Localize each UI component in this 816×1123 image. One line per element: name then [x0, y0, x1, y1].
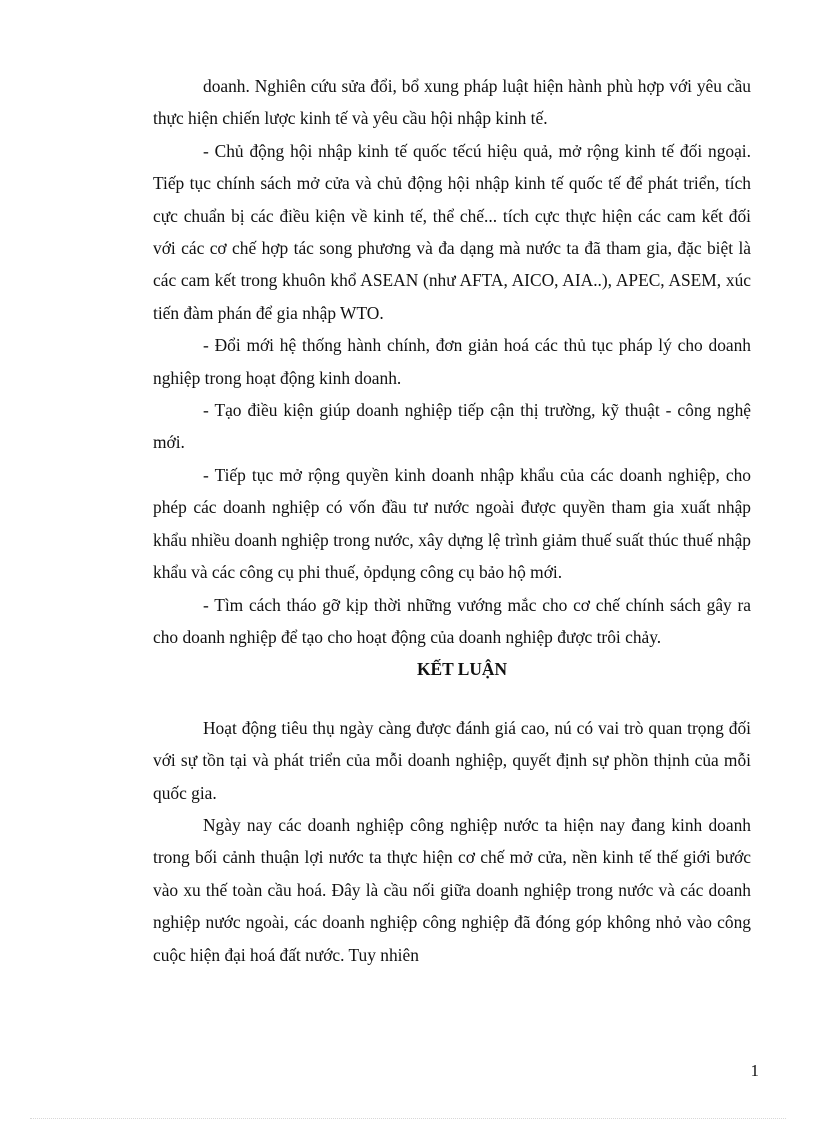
paragraph-integration: - Chủ động hội nhập kinh tế quốc tếcú hiệu quả, mở rộng kinh tế đối ngoại. Tiếp tục chính sách mở cửa và chủ động hội nhập kinh tế quốc tế để phát triển, tích cực chuẩn bị các điều kiện về kinh tế, thể chế... tích cực thực hiện các cam kết đối với các cơ chế hợp tác song phương và đa dạng mà nước ta đã tham gia, đặc biệt là các cam kết trong khuôn khổ ASEAN (như AFTA, AICO, AIA..), APEC, ASEM, xúc tiến đàm phán để gia nhập WTO. [153, 140, 751, 323]
paragraph-conclusion-1: Hoạt động tiêu thụ ngày càng được đánh giá cao, nú có vai trò quan trọng đối với sự tồn tại và phát triển của mỗi doanh nghiệp, quyết định sự phồn thịnh của mỗi quốc gia. [153, 717, 751, 803]
section-heading: KẾT LUẬN [416, 659, 508, 680]
paragraph-admin-reform: - Đổi mới hệ thống hành chính, đơn giản hoá các thủ tục pháp lý cho doanh nghiệp trong hoạt động kinh doanh. [153, 335, 751, 388]
paragraph-policy-obstacles: - Tìm cách tháo gỡ kịp thời những vướng mắc cho cơ chế chính sách gây ra cho doanh nghiệp để tạo cho hoạt động của doanh nghiệp được trôi chảy. [153, 594, 751, 647]
paragraph-conclusion-2: Ngày nay các doanh nghiệp công nghiệp nước ta hiện nay đang kinh doanh trong bối cảnh thuận lợi nước ta thực hiện cơ chế mở cửa, nền kinh tế thế giới bước vào xu thế toàn cầu hoá. Đây là cầu nối giữa doanh nghiệp trong nước và các doanh nghiệp nước ngoài, các doanh nghiệp công nghiệp đã đóng góp không nhỏ vào công cuộc hiện đại hoá đất nước. Tuy nhiên [153, 814, 751, 965]
body-text [153, 70, 751, 971]
paragraph-law-revision: doanh. Nghiên cứu sửa đổi, bổ xung pháp luật hiện hành phù hợp với yêu cầu thực hiện chiến lược kinh tế và yêu cầu hội nhập kinh tế. [153, 76, 751, 129]
page-number: 1 [750, 1061, 759, 1080]
page-bottom-border [30, 1118, 786, 1119]
paragraph-market-access: - Tạo điều kiện giúp doanh nghiệp tiếp cận thị trường, kỹ thuật - công nghệ mới. [153, 400, 751, 453]
heading-spacer [153, 686, 751, 712]
paragraph-import-rights: - Tiếp tục mở rộng quyền kinh doanh nhập khẩu của các doanh nghiệp, cho phép các doanh nghiệp có vốn đầu tư nước ngoài được quyền tham gia xuất nhập khẩu nhiều doanh nghiệp trong nước, xây dựng lệ trình giảm thuế suất thúc thuế nhập khẩu và các công cụ phi thuế, ỏpdụng công cụ bảo hộ mới. [153, 464, 751, 583]
